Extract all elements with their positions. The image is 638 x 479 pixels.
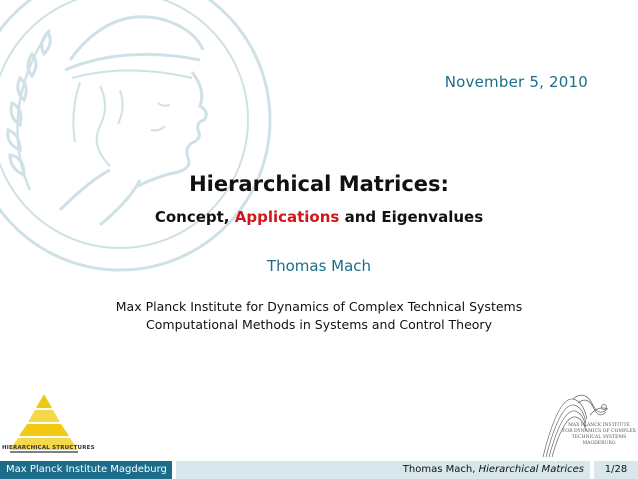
- subtitle-accent: Applications: [234, 208, 340, 226]
- subtitle-part1: Concept,: [154, 208, 235, 226]
- subtitle-part2: and Eigenvalues: [339, 208, 484, 226]
- mpi-line-2: FOR DYNAMICS OF COMPLEX: [562, 429, 636, 434]
- footer-institute: Max Planck Institute Magdeburg: [0, 461, 172, 479]
- mpi-line-4: MAGDEBURG: [582, 441, 616, 446]
- footer-author: Thomas Mach,: [402, 464, 479, 475]
- presentation-date: November 5, 2010: [444, 73, 588, 91]
- mpi-line-1: MAX PLANCK INSTITUTE: [568, 423, 630, 428]
- institute-line-2: Computational Methods in Systems and Control Theory: [146, 317, 492, 332]
- footer-author-title: [176, 461, 590, 479]
- slide-title: Hierarchical Matrices:: [189, 172, 449, 196]
- hierarchical-structures-label: HIERARCHICAL STRUCTURES: [2, 445, 95, 451]
- author-name: Thomas Mach: [266, 257, 372, 275]
- slide-subtitle: [0, 208, 638, 226]
- mpi-line-3: TECHNICAL SYSTEMS: [571, 435, 627, 440]
- footer-bar: [0, 461, 638, 479]
- minerva-seal-icon: [0, 0, 280, 280]
- mpi-logo-text: [560, 423, 638, 447]
- footer-short-title: Hierarchical Matrices: [478, 464, 584, 475]
- footer-page-number: 1/28: [594, 461, 638, 479]
- institute-line-1: Max Planck Institute for Dynamics of Complex Technical Systems: [115, 299, 523, 314]
